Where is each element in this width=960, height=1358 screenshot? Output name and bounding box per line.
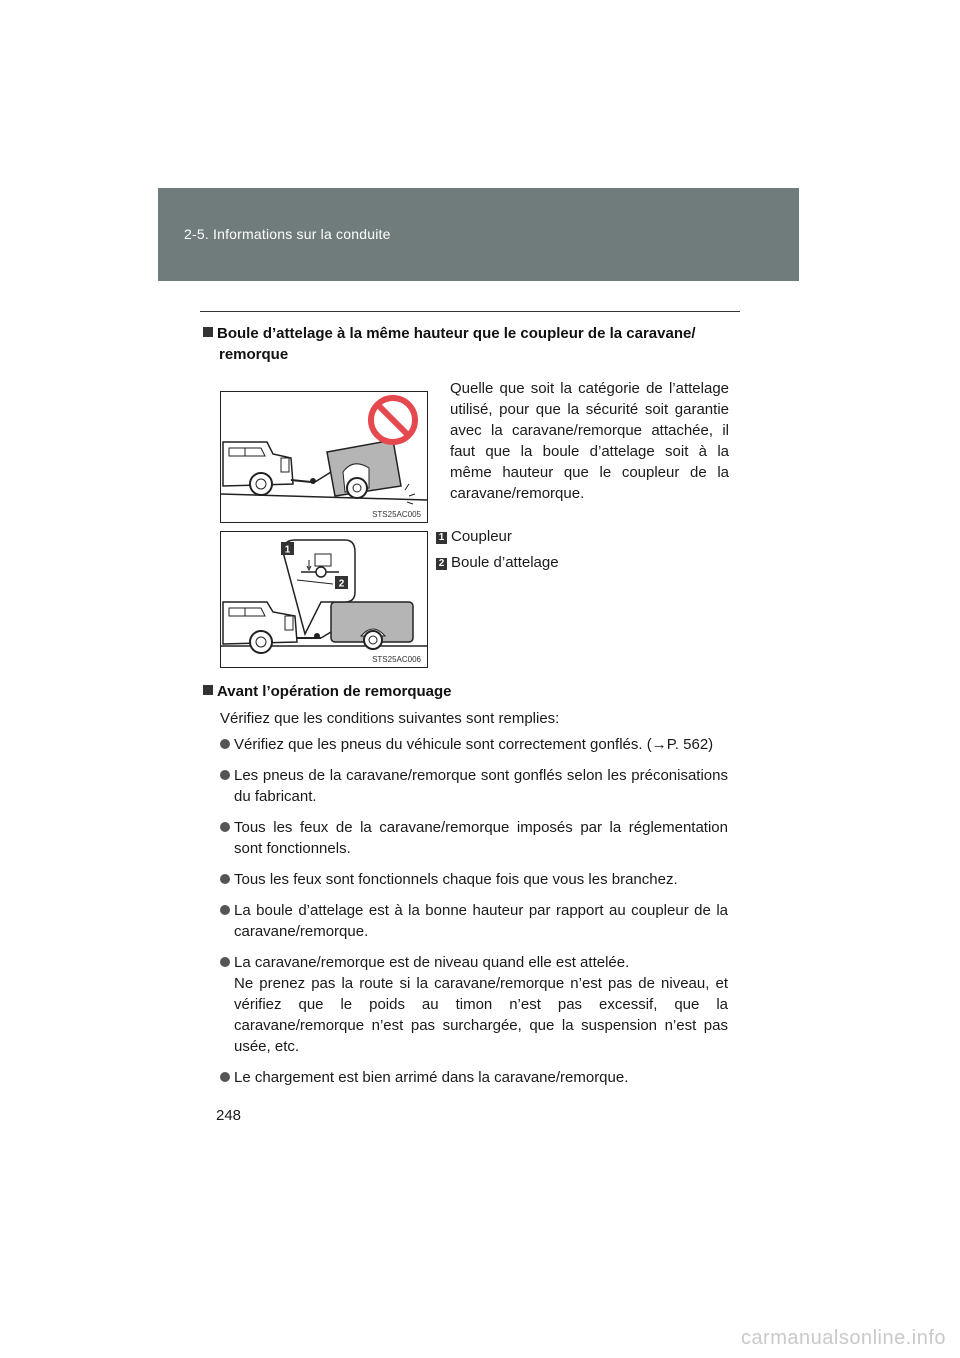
callout-number-icon: 1 [436, 532, 447, 544]
page-number: 248 [216, 1107, 242, 1124]
square-bullet-icon [203, 327, 213, 337]
svg-text:1: 1 [284, 544, 291, 556]
figure-coupler-hitch-ball [220, 531, 428, 668]
illustration-level-trailer [221, 532, 427, 667]
checklist [220, 734, 728, 1098]
bullet-dot-icon [220, 739, 230, 749]
legend-item-2: 2 Boule d’attelage [436, 552, 559, 573]
figure-code: STS25AC006 [372, 655, 421, 664]
square-bullet-icon [203, 685, 213, 695]
list-item: Les pneus de la caravane/remorque sont gonflés selon les préconisations du fabricant. [220, 765, 728, 807]
illustration-tilted-trailer [221, 392, 427, 522]
bullet-dot-icon [220, 770, 230, 780]
bullet-dot-icon [220, 905, 230, 915]
list-item: La caravane/remorque est de niveau quand elle est attelée. Ne prenez pas la route si la caravane/remorque n’est pas de niveau, et vérifiez que le poids au timon n’est pas excessif, que la caravane/remorque n’est pas surchargée, que la suspension n’est pas usée, etc. [220, 952, 728, 1057]
bullet-dot-icon [220, 822, 230, 832]
before-towing-intro: Vérifiez que les conditions suivantes sont remplies: [220, 710, 560, 727]
section-heading-hitch-height: Boule d’attelage à la même hauteur que le coupleur de la caravane/ remorque [203, 323, 739, 365]
list-item: Tous les feux sont fonctionnels chaque fois que vous les branchez. [220, 869, 728, 890]
callout-number-icon: 2 [436, 558, 447, 570]
hitch-height-paragraph: Quelle que soit la catégorie de l’attelage utilisé, pour que la sécurité soit garantie avec la caravane/remorque attachée, il faut que la boule d’attelage soit à la même hauteur que le coupleur de la caravane/remorque. [450, 380, 729, 502]
chapter-header-bar [158, 188, 799, 281]
list-item: Vérifiez que les pneus du véhicule sont correctement gonflés. (→P. 562) [220, 734, 728, 755]
bullet-dot-icon [220, 874, 230, 884]
watermark: carmanualsonline.info [740, 1327, 946, 1349]
figure-code: STS25AC005 [372, 510, 421, 519]
section-heading-before-towing: Avant l’opération de remorquage [203, 681, 452, 702]
list-item: Le chargement est bien arrimé dans la caravane/remorque. [220, 1067, 728, 1088]
svg-text:2: 2 [338, 578, 345, 590]
list-item: Tous les feux de la caravane/remorque imposés par la réglementation sont fonctionnels. [220, 817, 728, 859]
legend-item-1: 1 Coupleur [436, 526, 512, 547]
chapter-title: 2-5. Informations sur la conduite [184, 226, 391, 242]
bullet-dot-icon [220, 1072, 230, 1082]
figure-wrong-hitch-height [220, 391, 428, 523]
list-item: La boule d’attelage est à la bonne hauteur par rapport au coupleur de la caravane/remorque. [220, 900, 728, 942]
section-divider [200, 311, 740, 312]
bullet-dot-icon [220, 957, 230, 967]
